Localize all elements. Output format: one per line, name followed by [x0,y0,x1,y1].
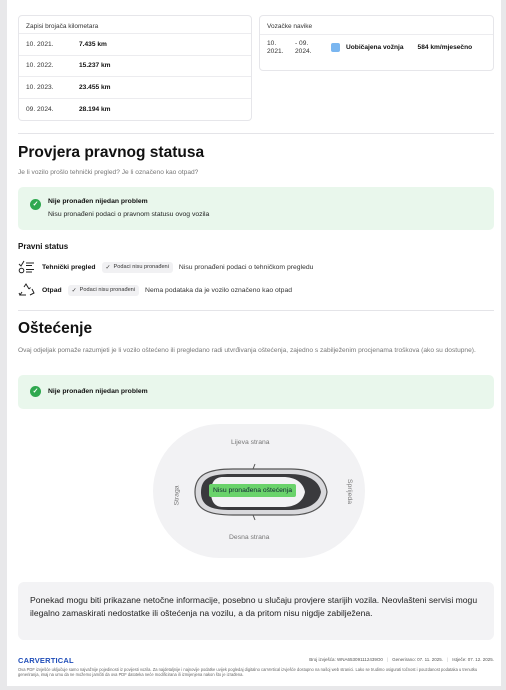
habit-color-swatch [331,43,340,52]
check-circle-icon: ✓ [30,386,41,397]
legal-ok-text: Nisu pronađeni podaci o pravnom statusu ovog vozila [48,211,210,218]
recycle-icon [18,283,36,297]
inspection-desc: Nisu pronađeni podaci o tehničkom pregledu [178,263,314,271]
disclaimer-note: Ponekad mogu biti prikazane netočne informacije, posebno u slučaju provjere starijih vozila. Neovlašteni servisi mogu ilegalno zamaskirati nedostatke ili oštećenja na vozilu, a da pritom nisu nigdje zabilježena. [18,582,494,640]
habit-date-from-month: 10. [267,40,277,47]
front-label: Sprijeda [345,479,353,504]
right-side-label: Desna strana [229,534,270,541]
report-number: Broj izvješća: WNA653091112439O0 [309,657,383,662]
odometer-date: 10. 2023. [26,83,54,91]
odometer-row [19,56,251,78]
inspection-status-badge [102,262,173,273]
odometer-date: 10. 2021. [26,40,54,48]
odometer-date: 10. 2022. [26,62,54,70]
scrap-label: Otpad [42,286,62,294]
damage-ok-title: Nije pronađen nijedan problem [48,388,148,395]
scrap-status-badge [68,285,139,296]
odometer-value: 23.455 km [79,83,111,91]
report-page [7,0,501,686]
odometer-row [19,34,251,56]
expiry-date: Istječe: 07. 12. 2025. [452,657,494,662]
habit-date-to-year: 2024. [295,48,312,55]
scrap-status-text: Podaci nisu pronađeni [79,287,136,293]
legal-ok-box [18,187,494,230]
damage-heading: Oštećenje [18,320,93,337]
carvertical-logo: CARVERTICAL [18,656,74,665]
driving-habit-row [260,35,493,60]
habit-date-to-month: - 09. [295,40,309,47]
driving-habits-title: Vozačke navike [260,16,493,35]
legal-row-inspection [18,260,313,274]
odometer-date: 09. 2024. [26,105,54,113]
odometer-row [19,99,251,121]
inspection-status-text: Podaci nisu pronađeni [113,264,169,270]
section-divider [18,133,494,134]
habit-date-range [267,40,331,55]
footer-meta: Broj izvješća: WNA653091112439O0 | Generirano: 07. 11. 2025. | Istječe: 07. 12. 2025. [309,657,494,662]
odometer-value: 28.194 km [79,105,111,113]
inspection-label: Tehnički pregled [42,263,96,271]
odometer-value: 15.237 km [79,62,111,70]
check-circle-icon: ✓ [30,199,41,210]
damage-description: Ovaj odjeljak pomaže razumjeti je li vozilo oštećeno ili pregledano radi utvrđivanja oštećenja, zajedno s zabilježenim procjenama troškova (ako su dostupne). [18,347,476,354]
habit-type: Uobičajena vožnja [346,44,404,51]
legal-ok-title: Nije pronađen nijedan problem [48,198,148,205]
habit-km-per-month: 584 km/mjesečno [417,44,473,51]
check-icon: ✓ [71,287,77,294]
footer-disclaimer: Ova PDF izvješće uključuje samo najvažnije pojedinosti iz povijesti vozila. Za najdetaljnije i najnovije podatke uvijek pogledaj digitalno carVertical izvješće dostupno na našoj web stranici. Lako se trudimo osigurati točnost i pouzdanost podataka u trenutku generiranja, imaj na umu da ne možemo jamčiti da ova PDF datoteka neće modificirana ili izmijenjena nakon što je izrađena. [18,667,478,678]
odometer-value: 7.435 km [79,40,107,48]
damage-ok-box [18,375,494,409]
check-icon: ✓ [105,264,111,271]
odometer-row [19,77,251,99]
legal-question: Je li vozilo prošlo tehnički pregled? Je li označeno kao otpad? [18,169,199,176]
section-divider [18,310,494,311]
rear-label: Straga [173,485,181,506]
report-footer [18,656,494,678]
legal-status-title: Pravni status [18,242,69,251]
odometer-records-card [18,15,252,121]
driving-habits-card [259,15,494,71]
generated-date: Generirano: 07. 11. 2025. [392,657,444,662]
legal-heading: Provjera pravnog statusa [18,144,205,161]
scrap-desc: Nema podataka da je vozilo označeno kao otpad [145,286,293,294]
habit-date-from-year: 2021. [267,48,284,55]
no-damage-tag: Nisu pronađena oštećenja [209,484,296,497]
left-side-label: Lijeva strana [231,439,270,446]
checklist-icon [18,260,36,274]
legal-row-scrap [18,283,292,297]
odometer-title: Zapisi brojača kilometara [19,16,251,34]
